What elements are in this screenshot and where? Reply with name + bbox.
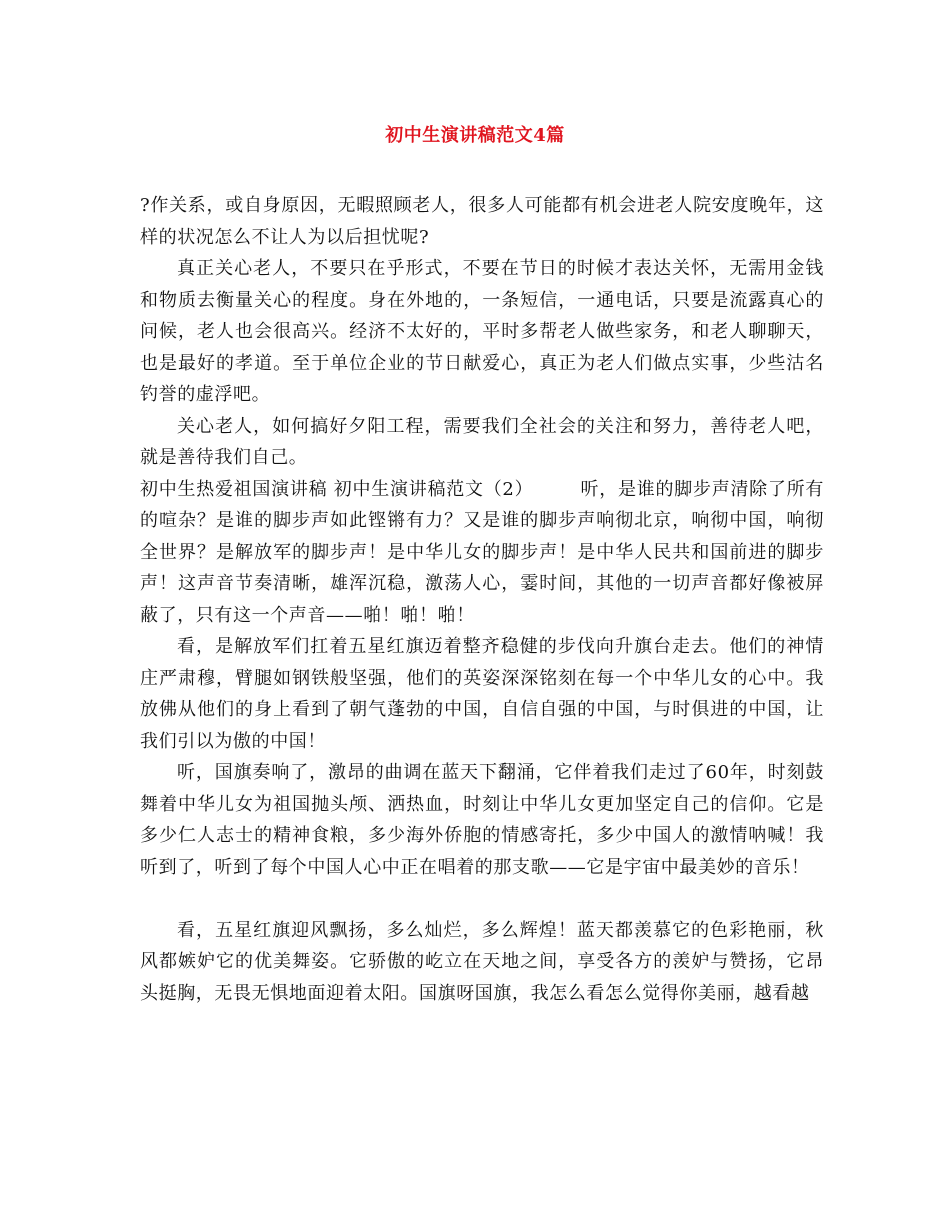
- paragraph-7: 看，五星红旗迎风飘扬，多么灿烂，多么辉煌！蓝天都羡慕它的色彩艳丽，秋风都嫉妒它的优美舞姿。它骄傲的屹立在天地之间，享受各方的羡妒与赞扬，它昂头挺胸，无畏无惧地面迎着太阳。国旗呀国旗，我怎么看怎么觉得你美丽，越看越: [140, 919, 824, 1004]
- document-body: [140, 190, 824, 1009]
- paragraph-5: 看，是解放军们扛着五星红旗迈着整齐稳健的步伐向升旗台走去。他们的神情庄严肃穆，臂腿如钢铁般坚强，他们的英姿深深铭刻在每一个中华儿女的心中。我放佛从他们的身上看到了朝气蓬勃的中国，自信自强的中国，与时俱进的中国，让我们引以为傲的中国！: [140, 636, 824, 752]
- paragraph-4: 初中生热爱祖国演讲稿 初中生演讲稿范文（2） 听，是谁的脚步声清除了所有的喧杂？是谁的脚步声如此铿锵有力？又是谁的脚步声响彻北京，响彻中国，响彻全世界？是解放军的脚步声！是中华儿女的脚步声！是中华人民共和国前进的脚步声！这声音节奏清晰，雄浑沉稳，激荡人心，霎时间，其他的一切声音都好像被屏蔽了，只有这一个声音——啪！啪！啪！: [140, 478, 824, 626]
- paragraph-2: 真正关心老人，不要只在乎形式，不要在节日的时候才表达关怀，无需用金钱和物质去衡量关心的程度。身在外地的，一条短信，一通电话，只要是流露真心的问候，老人也会很高兴。经济不太好的，平时多帮老人做些家务，和老人聊聊天，也是最好的孝道。至于单位企业的节日献爱心，真正为老人们做点实事，少些沽名钓誉的虚浮吧。: [140, 258, 824, 405]
- paragraph-3: 关心老人，如何搞好夕阳工程，需要我们全社会的关注和努力，善待老人吧，就是善待我们自己。: [140, 415, 824, 468]
- paragraph-1: ?作关系，或自身原因，无暇照顾老人，很多人可能都有机会进老人院安度晚年，这样的状况怎么不让人为以后担忧呢?: [140, 195, 824, 248]
- document-title: 初中生演讲稿范文4篇: [385, 125, 565, 146]
- paragraph-6: 听，国旗奏响了，激昂的曲调在蓝天下翻涌，它伴着我们走过了60年，时刻鼓舞着中华儿女为祖国抛头颅、洒热血，时刻让中华儿女更加坚定自己的信仰。它是多少仁人志士的精神食粮，多少海外侨胞的情感寄托，多少中国人的激情呐喊！我听到了，听到了每个中国人心中正在唱着的那支歌——它是宇宙中最美妙的音乐！: [140, 762, 824, 878]
